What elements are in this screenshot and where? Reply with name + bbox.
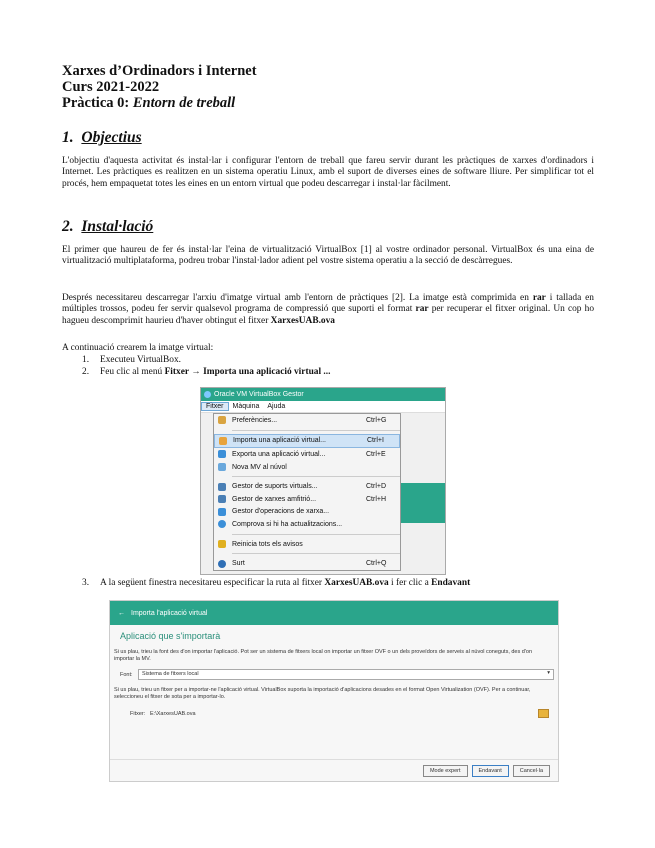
text-bold: rar	[532, 293, 546, 303]
wrench-icon	[218, 416, 226, 424]
power-icon	[218, 560, 226, 568]
separator	[232, 476, 400, 477]
menu-item-media-manager[interactable]	[214, 480, 400, 493]
text-bold: XarxesUAB.ova	[324, 578, 389, 588]
separator	[232, 534, 400, 535]
text: A la següent finestra necesitareu especificar la ruta al fitxer	[100, 578, 325, 588]
item-label: Gestor d'operacions de xarxa...	[232, 508, 330, 516]
item-shortcut: Ctrl+Q	[366, 560, 387, 568]
section-heading-objectius	[62, 129, 142, 147]
steps-intro: A continuació crearem la imatge virtual:	[62, 343, 214, 353]
text-bold: rar	[415, 304, 429, 315]
dialog-titlebar	[110, 601, 558, 625]
window-title: Oracle VM VirtualBox Gestor	[214, 391, 304, 398]
text-bold: Fitxer	[164, 367, 190, 377]
menu-item-updates[interactable]	[214, 518, 400, 531]
doc-title-practice	[62, 95, 235, 111]
menubar	[201, 401, 445, 413]
background-panel	[401, 483, 445, 523]
network-icon	[218, 495, 226, 503]
section-title: Objectius	[81, 129, 142, 146]
dialog-body	[110, 625, 558, 781]
text: Feu clic al menú	[100, 367, 165, 377]
back-arrow-icon[interactable]: ←	[118, 609, 125, 617]
fitxer-dropdown	[213, 413, 401, 571]
text: i tallada en múltiples trossos, podeu fer servir qualsevol programa de compressió que suporti el format	[62, 293, 594, 315]
item-label: Reinicia tots els avisos	[232, 540, 303, 548]
file-path-input[interactable]: E:\XarxesUAB.ova	[150, 711, 196, 717]
section-number: 1.	[62, 129, 74, 146]
virtualbox-icon	[204, 391, 211, 398]
practice-name: Entorn de treball	[132, 95, 236, 111]
menu-item-import[interactable]	[214, 434, 400, 449]
window-titlebar	[201, 388, 445, 401]
paragraph-download	[62, 293, 594, 327]
source-select[interactable]	[138, 669, 554, 680]
item-shortcut: Ctrl+D	[366, 483, 387, 491]
import-dialog-screenshot	[109, 600, 559, 782]
step-3-text	[100, 578, 470, 590]
menu-item-cloud-vm[interactable]	[214, 461, 400, 474]
item-label: Importa una aplicació virtual...	[233, 437, 326, 445]
menu-screenshot	[200, 387, 446, 575]
paragraph-objectius: L'objectiu d'aquesta activitat és instal·lar i configurar l'entorn de treball que fareu servir durant les pràctiques de xarxes d'ordinadors i Internet. Les pràctiques es realitzen en un sistema operatiu Linux, amb el suport de diverses eines de software lliure. Per simplificar tot el procés, hem empaquetat totes les eines en un entorn virtual que podeu descarregar i instal·lar fàcilment.	[62, 156, 594, 189]
menu-item-operations[interactable]	[214, 506, 400, 519]
export-icon	[218, 450, 226, 458]
filename: XarxesUAB.ova	[270, 315, 335, 326]
item-shortcut: Ctrl+H	[366, 495, 387, 503]
section-heading-installacio	[62, 218, 153, 236]
step-2-text	[100, 367, 330, 379]
menu-fitxer[interactable]: Fitxer	[201, 402, 229, 411]
doc-title-course: Xarxes d’Ordinadors i Internet	[62, 63, 257, 79]
text: Després necessitareu descarregar l'arxiu d'imatge virtual amb l'entorn de pràctiques [2]. La imatge està comprimida en	[62, 293, 533, 303]
item-label: Exporta una aplicació virtual...	[232, 450, 326, 458]
practice-prefix: Pràctica 0:	[62, 95, 133, 111]
expert-mode-button[interactable]: Mode expert	[423, 765, 468, 777]
item-label: Nova MV al núvol	[232, 463, 287, 471]
source-label: Font:	[120, 672, 133, 678]
dialog-description-2: Si us plau, trieu un fitxer per a importar-ne l'aplicació virtual. VirtualBox suporta la importació d'aplicacions desades en el format Open Virtualization (OVF). Per a continuar, seleccioneu el fitxer de sota per a importar-lo.	[114, 687, 531, 700]
separator	[232, 430, 400, 431]
dialog-heading: Aplicació que s'importarà	[120, 631, 221, 641]
next-button[interactable]: Endavant	[472, 765, 509, 777]
text: i fer clic a	[388, 578, 432, 588]
item-label: Surt	[232, 560, 245, 568]
file-label: Fitxer:	[130, 711, 146, 717]
menu-item-quit[interactable]	[214, 557, 400, 570]
step-3-number: 3.	[82, 578, 90, 588]
text-bold: Importa una aplicació virtual ...	[203, 367, 331, 377]
download-icon	[218, 508, 226, 516]
cloud-icon	[218, 463, 226, 471]
dialog-title: Importa l'aplicació virtual	[131, 609, 208, 617]
item-label: Comprova si hi ha actualitzacions...	[232, 520, 343, 528]
globe-icon	[218, 520, 226, 528]
step-1-text: Executeu VirtualBox.	[100, 355, 182, 365]
cancel-button[interactable]: Cancel·la	[513, 765, 550, 777]
paragraph-virtualbox: El primer que haureu de fer és instal·lar l'eina de virtualització VirtualBox [1] al vostre ordinador personal. VirtualBox és una eina de virtualització multiplataforma, podreu trobar l'instal·lador adient pel vostre sistema operatiu a la secció de descàrregues.	[62, 245, 594, 267]
item-shortcut: Ctrl+E	[366, 450, 386, 458]
menu-maquina[interactable]: Màquina	[232, 403, 260, 410]
menu-item-export[interactable]	[214, 448, 400, 461]
item-shortcut: Ctrl+I	[367, 437, 384, 445]
doc-title-year: Curs 2021-2022	[62, 79, 160, 95]
text-bold: Endavant	[431, 578, 471, 588]
item-shortcut: Ctrl+G	[366, 416, 387, 424]
step-1-number: 1.	[82, 355, 90, 365]
arrow: →	[189, 367, 204, 377]
item-label: Gestor de xarxes amfitrió...	[232, 495, 317, 503]
menu-item-preferences[interactable]	[214, 414, 400, 427]
menu-item-network-manager[interactable]	[214, 493, 400, 506]
text: per recuperar el fitxer original. Un cop ho hagueu descomprimit haurieu d'haver obtingut el fitxer	[62, 304, 595, 326]
menu-item-reset-warnings[interactable]	[214, 538, 400, 551]
dialog-description-1: Si us plau, trieu la font des d'on importar l'aplicació. Pot ser un sistema de fitxers local on importar un fitxer OVF o un dels proveïdors de serveis al núvol coneguts, des d'on importar la MV.	[114, 649, 532, 662]
chevron-down-icon: ▾	[547, 670, 550, 676]
separator	[232, 553, 400, 554]
item-label: Preferències...	[232, 416, 278, 424]
import-icon	[219, 437, 227, 445]
item-label: Gestor de suports virtuals...	[232, 483, 318, 491]
step-2-number: 2.	[82, 367, 90, 377]
warning-icon	[218, 540, 226, 548]
folder-icon[interactable]	[538, 709, 549, 718]
disk-icon	[218, 483, 226, 491]
divider	[110, 759, 558, 760]
menu-ajuda[interactable]: Ajuda	[267, 403, 286, 410]
dialog-buttons	[423, 765, 550, 777]
section-number: 2.	[62, 218, 74, 235]
source-value: Sistema de fitxers local	[142, 671, 199, 677]
section-title: Instal·lació	[81, 218, 154, 235]
